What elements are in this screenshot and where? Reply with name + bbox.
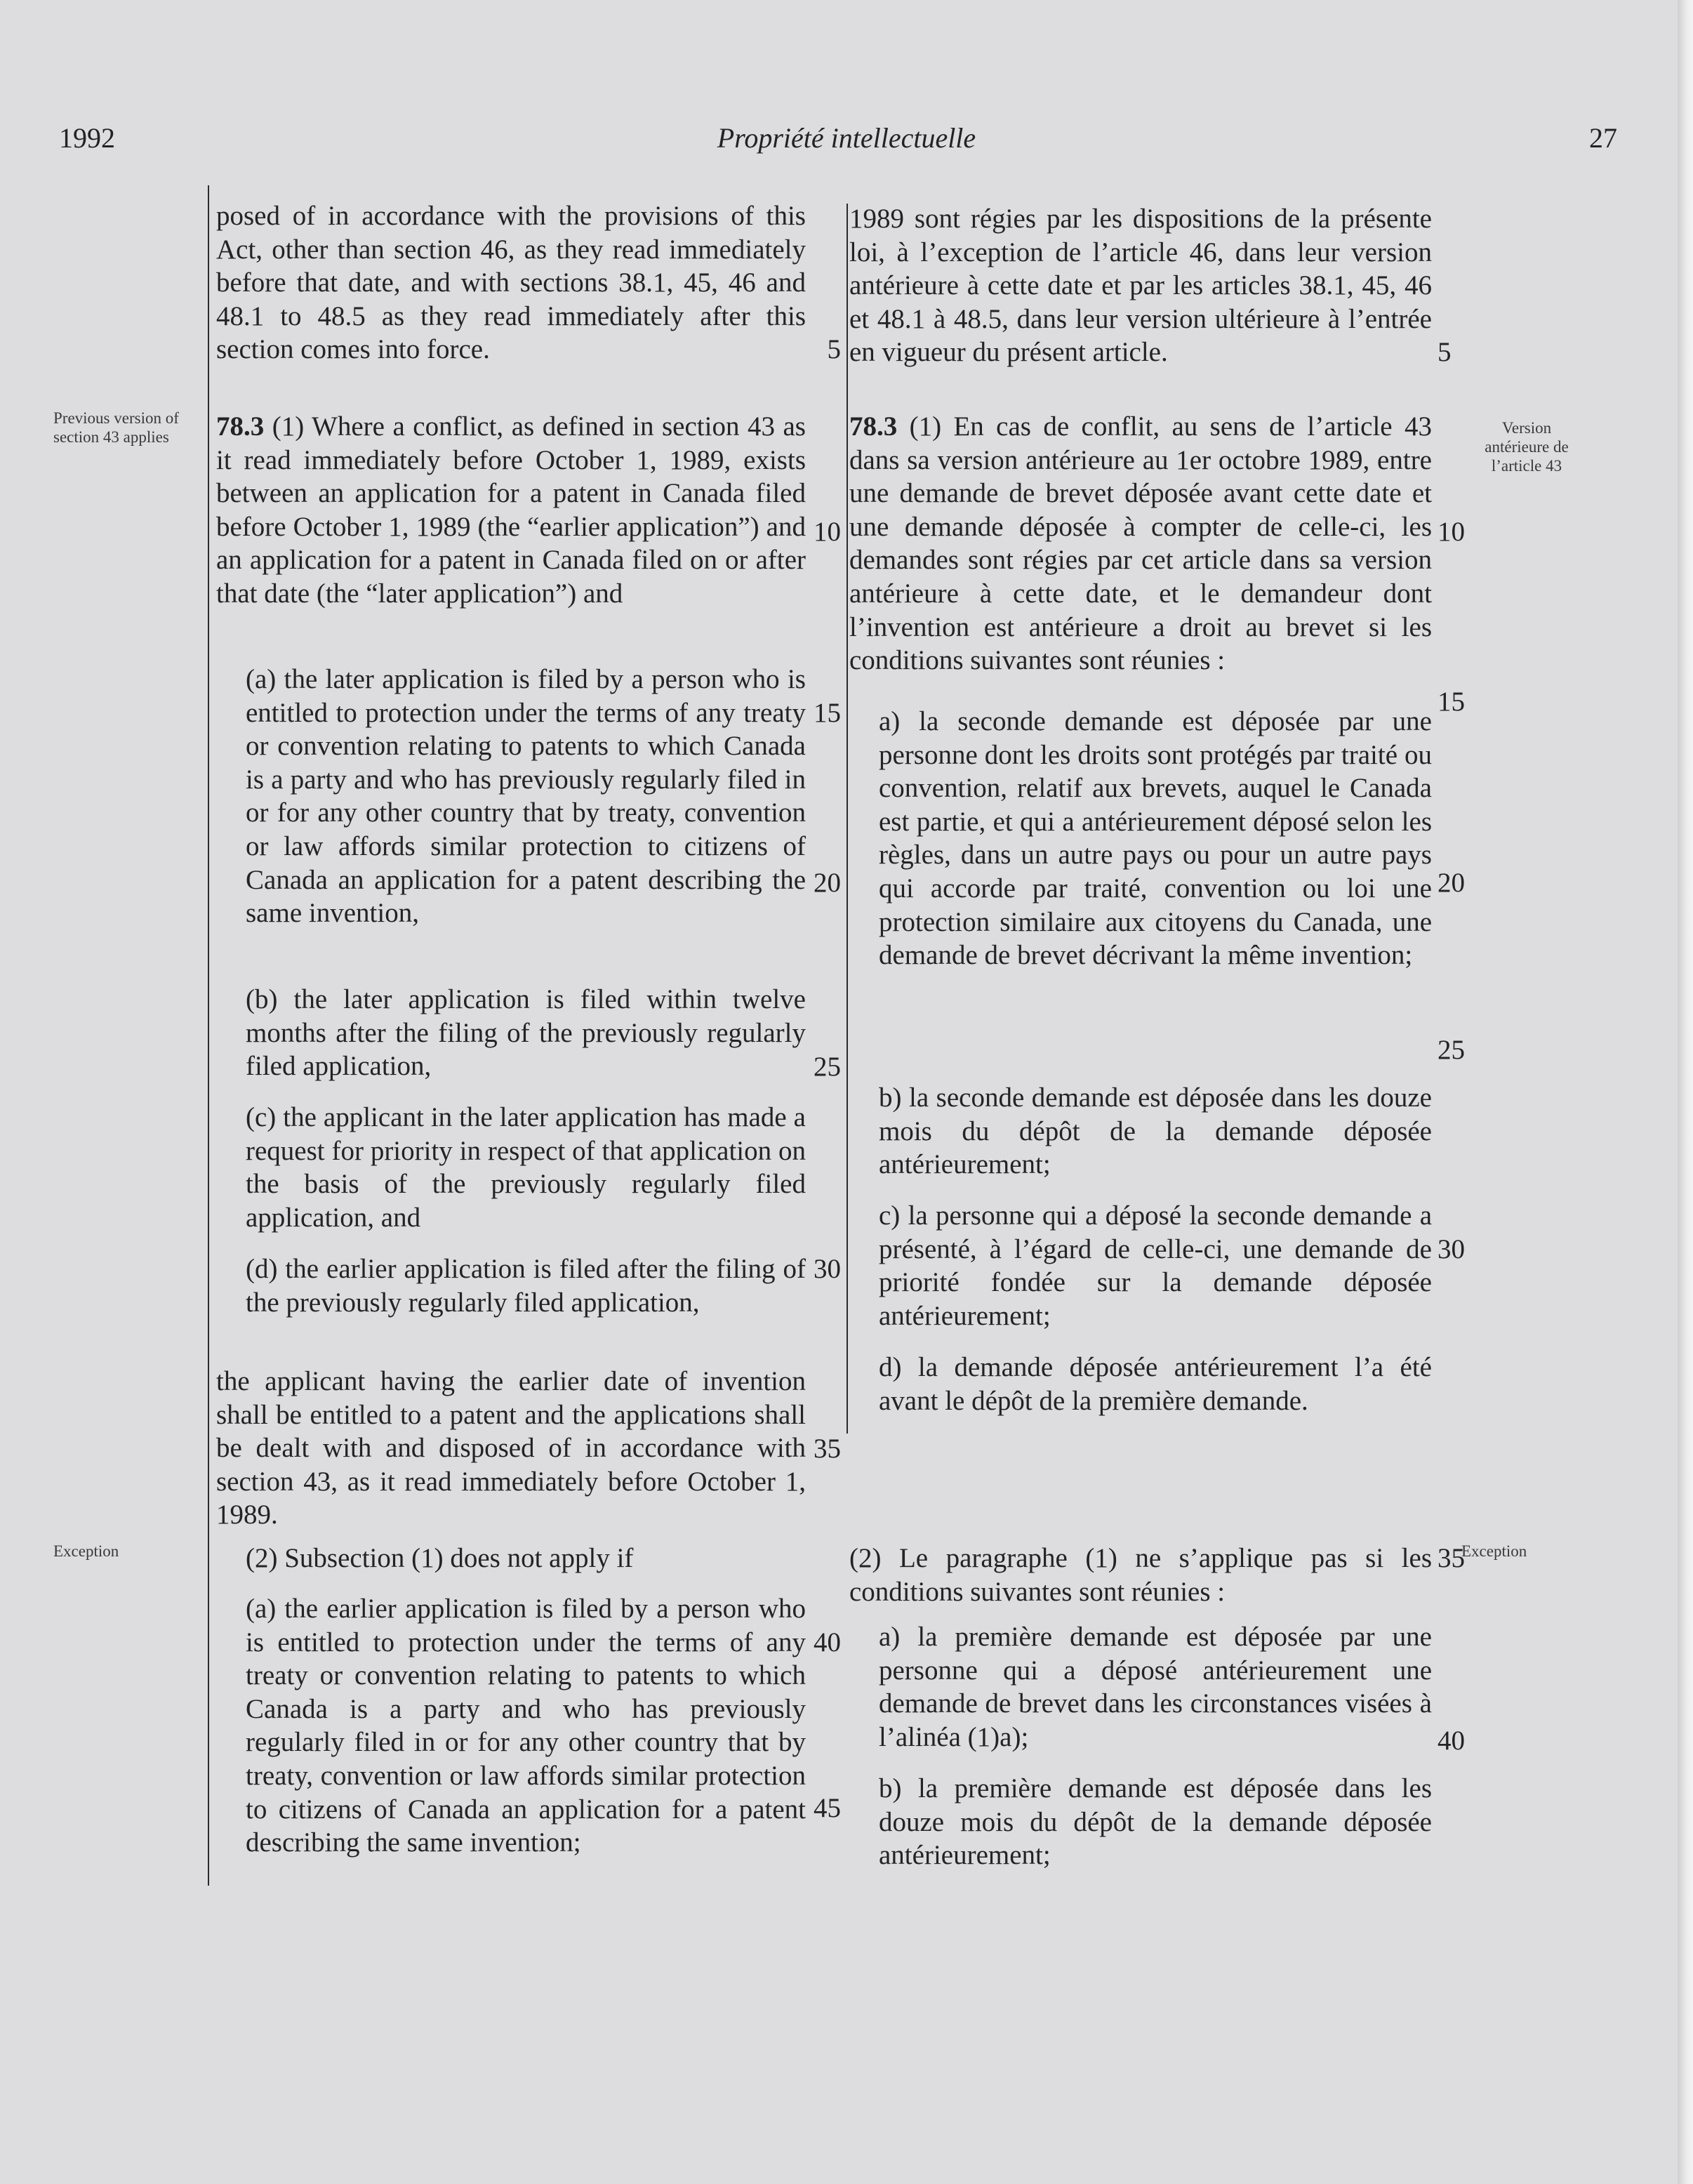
margin-note-version-anterieure: Version antérieure de l’article 43 — [1485, 419, 1569, 475]
page-edge-shadow — [1678, 0, 1693, 2184]
line-number: 45 — [814, 1793, 841, 1823]
french-paragraph-c: c) la personne qui a déposé la seconde demande a présenté, à l’égard de celle-ci, une demande de priorité fondée sur la demande déposée antérieurement; — [879, 1200, 1432, 1331]
section-number: 78.3 — [216, 411, 265, 442]
english-paragraph-c: (c) the applicant in the later application has made a request for priority in respect of that application on the basis of the previously regularly filed application, and — [246, 1102, 806, 1233]
line-number: 10 — [814, 517, 841, 547]
line-number: 25 — [1438, 1035, 1465, 1065]
line-number: 30 — [814, 1254, 841, 1284]
header-year: 1992 — [59, 122, 115, 154]
french-paragraph-b: b) la seconde demande est déposée dans les douze mois du dépôt de la demande déposée antérieurement; — [879, 1083, 1432, 1180]
english-paragraph-b: (b) the later application is filed within twelve months after the filing of the previously regularly filed application, — [246, 984, 806, 1082]
header-title: Propriété intellectuelle — [717, 122, 976, 154]
french-paragraph-a: a) la seconde demande est déposée par une personne dont les droits sont protégés par traité ou convention, relatif aux brevets, auquel le Canada est partie, et qui a antérieurement déposé selon les règles, dans un autre pays ou pour un autre pays qui accorde par traité, convention ou loi une protection similaire aux citoyens du Canada, une demande de brevet décrivant la même invention; — [879, 706, 1432, 971]
column-rule-middle — [846, 204, 848, 1434]
french-subsection-2: (2) Le paragraphe (1) ne s’applique pas si les conditions suivantes sont réunies : — [849, 1543, 1432, 1607]
english-subsection-2: (2) Subsection (1) does not apply if — [246, 1543, 634, 1573]
line-number: 5 — [827, 334, 841, 364]
line-number: 35 — [1438, 1543, 1465, 1573]
line-number: 5 — [1438, 337, 1452, 367]
line-number: 30 — [1438, 1234, 1465, 1264]
line-number: 15 — [814, 698, 841, 728]
line-number: 35 — [814, 1434, 841, 1464]
english-subsection-2-a: (a) the earlier application is filed by a person who is entitled to protection under the terms of any treaty or convention relating to patents to which Canada is a party and who has previously regularly filed in or for any other country that by treaty, convention or law affords similar protection to citizens of Canada an application for a patent describing the same invention; — [246, 1594, 806, 1858]
line-number: 10 — [1438, 517, 1465, 547]
english-conclusion: the applicant having the earlier date of invention shall be entitled to a patent and the applications shall be dealt with and disposed of in accordance with section 43, as it read immediately before October 1, 1989. — [216, 1366, 806, 1530]
margin-note-exception-fr: Exception — [1461, 1542, 1527, 1560]
french-paragraph-d: d) la demande déposée antérieurement l’a été avant le dépôt de la première demande. — [879, 1352, 1432, 1416]
margin-note-exception-en: Exception — [53, 1542, 119, 1560]
french-subsection-2-b: b) la première demande est déposée dans les douze mois du dépôt de la demande déposée antérieurement; — [879, 1773, 1432, 1871]
french-subsection-2-a: a) la première demande est déposée par une personne qui a déposé antérieurement une demande de brevet dans les circonstances visées à l’alinéa (1)a); — [879, 1622, 1432, 1752]
english-78-3-1: 78.3 (1) Where a conflict, as defined in section 43 as it read immediately before October 1, 1989, exists between an application for a patent in Canada filed before October 1, 1989 (the “earlier application”) and an application for a patent in Canada filed on or after that date (the “later application”) and — [216, 411, 806, 609]
line-number: 40 — [1438, 1726, 1465, 1756]
english-intro: posed of in accordance with the provisions of this Act, other than section 46, as they read immediately before that date, and with sections 38.1, 45, 46 and 48.1 to 48.5 as they read immediately after this section comes into force. — [216, 201, 806, 365]
french-intro: 1989 sont régies par les dispositions de la présente loi, à l’exception de l’article 46, dans leur version antérieure à cette date et par les articles 38.1, 45, 46 et 48.1 à 48.5, dans leur version ultérieure à l’entrée en vigueur du présent article. — [849, 204, 1432, 368]
section-number: 78.3 — [849, 411, 898, 442]
line-number: 20 — [814, 868, 841, 898]
french-78-3-1: 78.3 (1) En cas de conflit, au sens de l’article 43 dans sa version antérieure au 1er octobre 1989, entre une demande de brevet déposée avant cette date et une demande déposée à compter de celle-ci, les demandes sont régies par cet article dans sa version antérieure à cette date, et le demandeur dont l’invention est antérieure a droit au brevet si les conditions suivantes sont réunies : — [849, 411, 1432, 676]
english-paragraph-d: (d) the earlier application is filed after the filing of the previously regularly filed application, — [246, 1254, 806, 1318]
line-number: 15 — [1438, 687, 1465, 717]
line-number: 40 — [814, 1627, 841, 1657]
line-number: 20 — [1438, 868, 1465, 898]
line-number: 25 — [814, 1052, 841, 1082]
english-paragraph-a: (a) the later application is filed by a person who is entitled to protection under the terms of any treaty or convention relating to patents to which Canada is a party and who has previously regularly filed in or for any other country that by treaty, convention or law affords similar protection to citizens of Canada an application for a patent describing the same invention, — [246, 664, 806, 929]
column-rule-left — [208, 185, 209, 1886]
page-number: 27 — [1589, 122, 1617, 154]
margin-note-previous-version: Previous version of section 43 applies — [53, 409, 179, 446]
